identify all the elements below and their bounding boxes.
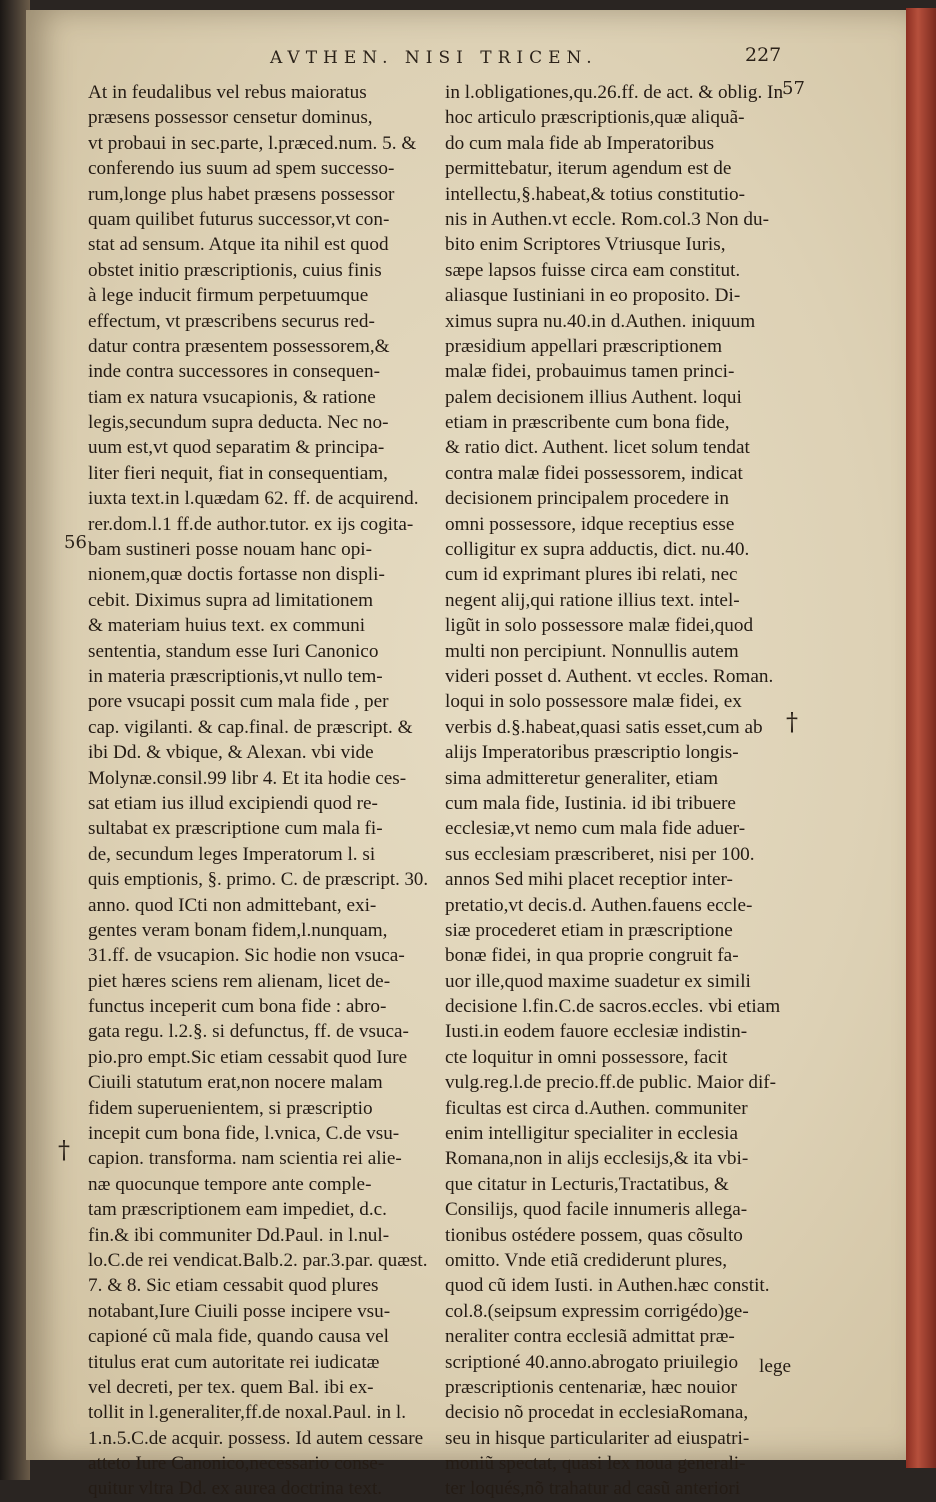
text-line: quitur vltra Dd. ex aurea doctrina text. xyxy=(88,1478,383,1500)
text-line: alijs Imperatoribus præscriptio longis- xyxy=(445,742,739,764)
text-line: tionibus ostédere possem, quas cõsulto xyxy=(445,1224,743,1246)
text-line: effectum, vt præscribens securus red- xyxy=(88,310,375,332)
text-line: ficultas est circa d.Authen. communiter xyxy=(445,1097,748,1119)
text-line: Iusti.in eodem fauore ecclesiæ indistin- xyxy=(445,1021,748,1043)
text-line: næ quocunque tempore ante comple- xyxy=(88,1173,372,1195)
text-line: piet hæres sciens rem alienam, licet de- xyxy=(88,970,391,992)
text-line: pretatio,vt decis.d. Authen.fauens eccle- xyxy=(445,894,753,916)
text-line: que citatur in Lecturis,Tractatibus, & xyxy=(445,1173,729,1195)
text-line: verbis d.§.habeat,quasi satis esset,cum ab xyxy=(445,716,763,738)
text-line: ter loqués,nõ trahatur ad casũ anteriori xyxy=(445,1478,741,1500)
text-line: moniũ spectat, quasi lex noua generali- xyxy=(445,1453,746,1475)
text-line: cebit. Diximus supra ad limitationem xyxy=(88,589,374,611)
text-line: tam præscriptionem eam impediet, d.c. xyxy=(88,1199,387,1221)
text-line: do cum mala fide ab Imperatoribus xyxy=(445,132,715,154)
text-line: cap. vigilanti. & cap.final. de præscript. & xyxy=(88,716,413,738)
text-line: nis in Authen.vt eccle. Rom.col.3 Non du- xyxy=(445,208,770,230)
text-line: incepit cum bona fide, l.vnica, C.de vsu- xyxy=(88,1123,400,1145)
text-line: annos Sed mihi placet receptior inter- xyxy=(445,869,733,891)
text-line: sententia, standum esse Iuri Canonico xyxy=(88,640,379,662)
text-line: tollit in l.generaliter,ff.de noxal.Paul. in l. xyxy=(88,1402,407,1424)
text-line: loqui in solo possessore malæ fidei, ex xyxy=(445,691,742,713)
text-line: enim intelligitur specialiter in ecclesia xyxy=(445,1123,739,1145)
text-line: intellectu,§.habeat,& totius constitutio- xyxy=(445,183,746,205)
text-line: omni possessore, idque receptius esse xyxy=(445,513,735,535)
text-line: capion. transforma. nam scientia rei alie- xyxy=(88,1148,402,1170)
text-line: sus ecclesiam præscriberet, nisi per 100. xyxy=(445,843,755,865)
right-text-column xyxy=(445,80,791,1502)
text-line: 7. & 8. Sic etiam cessabit quod plures xyxy=(88,1275,379,1297)
text-line: sima admitteretur generaliter, etiam xyxy=(445,767,719,789)
margin-note-56: 56 xyxy=(64,532,87,553)
text-line: bam sustineri posse nouam hanc opi- xyxy=(88,539,373,561)
text-line: gata regu. l.2.§. si defunctus, ff. de vsuca- xyxy=(88,1021,409,1043)
text-line: decisio nõ procedat in ecclesiaRomana, xyxy=(445,1402,749,1424)
text-line: conferendo ius suum ad spem successo- xyxy=(88,158,395,180)
text-line: titulus erat cum autoritate rei iudicatæ xyxy=(88,1351,380,1373)
text-line: tiam ex natura vsucapionis, & ratione xyxy=(88,386,376,408)
text-line: ximus supra nu.40.in d.Authen. iniquum xyxy=(445,310,756,332)
text-line: & materiam huius text. ex communi xyxy=(88,615,366,637)
text-line: contra malæ fidei possessorem, indicat xyxy=(445,462,743,484)
text-line: multi non percipiunt. Nonnullis autem xyxy=(445,640,739,662)
text-line: videri posset d. Authent. vt eccles. Roman. xyxy=(445,665,774,687)
text-line: col.8.(seipsum expressim corrigédo)ge- xyxy=(445,1300,749,1322)
catchword: lege xyxy=(759,1356,791,1377)
text-line: cum mala fide, Iustinia. id ibi tribuere xyxy=(445,792,736,814)
text-line: cum id exprimant plures ibi relati, nec xyxy=(445,564,738,586)
text-line: legis,secundum supra deducta. Nec no- xyxy=(88,412,389,434)
text-line: hoc articulo præscriptionis,quæ aliquã- xyxy=(445,107,745,129)
text-line: Ciuili statutum erat,non nocere malam xyxy=(88,1072,383,1094)
text-line: & ratio dict. Authent. licet solum tendat xyxy=(445,437,750,459)
text-line: fidem superuenientem, si præscriptio xyxy=(88,1097,373,1119)
text-line: anno. quod ICti non admittebant, exi- xyxy=(88,894,377,916)
text-line: vulg.reg.l.de precio.ff.de public. Maior dif- xyxy=(445,1072,777,1094)
text-line: omitto. Vnde etiã crediderunt plures, xyxy=(445,1249,728,1271)
running-title: AVTHEN. NISI TRICEN. xyxy=(270,48,598,68)
text-line: functus inceperit cum bona fide : abro- xyxy=(88,996,387,1018)
text-line: 1.n.5.C.de acquir. possess. Id autem cessare xyxy=(88,1427,424,1449)
text-line: rer.dom.l.1 ff.de author.tutor. ex ijs cogita- xyxy=(88,513,414,535)
text-line: sat etiam ius illud excipiendi quod re- xyxy=(88,792,378,814)
text-line: etiam in præscribente cum bona fide, xyxy=(445,412,730,434)
text-line: præsidium appellari præscriptionem xyxy=(445,335,723,357)
text-line: inde contra successores in consequen- xyxy=(88,361,380,383)
text-line: nionem,quæ doctis fortasse non displi- xyxy=(88,564,385,586)
text-line: quod cũ idem Iusti. in Authen.hæc constit. xyxy=(445,1275,770,1297)
margin-note-57: 57 xyxy=(782,78,805,99)
text-line: bito enim Scriptores Vtriusque Iuris, xyxy=(445,234,726,256)
text-line: stat ad sensum. Atque ita nihil est quod xyxy=(88,234,389,256)
text-line: præscriptionis centenariæ, hæc nouior xyxy=(445,1376,738,1398)
text-line: obstet initio præscriptionis, cuius finis xyxy=(88,259,382,281)
text-line: datur contra præsentem possessorem,& xyxy=(88,335,390,357)
text-line: uum est,vt quod separatim & principa- xyxy=(88,437,385,459)
text-line: de, secundum leges Imperatorum l. si xyxy=(88,843,376,865)
text-line: cte loquitur in omni possessore, facit xyxy=(445,1046,728,1068)
text-line: ligũt in solo possessore malæ fidei,quod xyxy=(445,615,754,637)
text-line: Molynæ.consil.99 libr 4. Et ita hodie ces- xyxy=(88,767,407,789)
text-line: fin.& ibi communiter Dd.Paul. in l.nul- xyxy=(88,1224,390,1246)
text-line: rum,longe plus habet præsens possessor xyxy=(88,183,395,205)
text-line: permittebatur, iterum agendum est de xyxy=(445,158,732,180)
text-line: siæ procederet etiam in præscriptione xyxy=(445,919,733,941)
text-line: à lege inducit firmum perpetuumque xyxy=(88,285,369,307)
text-line: atteto Iure Canonico,necessario conse- xyxy=(88,1453,385,1475)
text-line: negent alij,qui ratione illius text. intel- xyxy=(445,589,740,611)
text-line: malæ fidei, probauimus tamen princi- xyxy=(445,361,735,383)
page-edge xyxy=(906,8,936,1468)
text-line: iuxta text.in l.quædam 62. ff. de acquirend. xyxy=(88,488,419,510)
text-line: neraliter contra ecclesiã admittat præ- xyxy=(445,1326,735,1348)
text-line: præsens possessor censetur dominus, xyxy=(88,107,373,129)
text-line: At in feudalibus vel rebus maioratus xyxy=(88,82,367,103)
text-line: sultabat ex præscriptione cum mala fi- xyxy=(88,818,383,840)
margin-dagger-left: † xyxy=(58,1136,70,1164)
text-line: gentes veram bonam fidem,l.nunquam, xyxy=(88,919,388,941)
text-line: palem decisionem illius Authent. loqui xyxy=(445,386,742,408)
text-line: Romana,non in alijs ecclesijs,& ita vbi- xyxy=(445,1148,749,1170)
text-line: pio.pro empt.Sic etiam cessabit quod Iure xyxy=(88,1046,408,1068)
text-line: vt probaui in sec.parte, l.præced.num. 5. & xyxy=(88,132,417,154)
text-line: aliasque Iustiniani in eo proposito. Di- xyxy=(445,285,741,307)
text-line: sæpe lapsos fuisse circa eam constitut. xyxy=(445,259,741,281)
text-line: in materia præscriptionis,vt nullo tem- xyxy=(88,665,383,687)
text-line: notabant,Iure Ciuili posse incipere vsu- xyxy=(88,1300,391,1322)
text-line: quis emptionis, §. primo. C. de præscript. 30. xyxy=(88,869,429,891)
folio-number: 227 xyxy=(745,44,782,66)
text-line: pore vsucapi possit cum mala fide , per xyxy=(88,691,389,713)
margin-dagger-right: † xyxy=(786,708,798,736)
text-line: 31.ff. de vsucapion. Sic hodie non vsuca- xyxy=(88,945,405,967)
text-line: bonæ fidei, in qua proprie congruit fa- xyxy=(445,945,739,967)
text-line: vel decreti, per tex. quem Bal. ibi ex- xyxy=(88,1376,374,1398)
text-line: decisione l.fin.C.de sacros.eccles. vbi etiam xyxy=(445,996,781,1018)
text-line: quam quilibet futurus successor,vt con- xyxy=(88,208,390,230)
text-line: uor ille,quod maxime suadetur ex simili xyxy=(445,970,751,992)
text-line: in l.obligationes,qu.26.ff. de act. & oblig. In xyxy=(445,82,784,103)
text-line: Consilijs, quod facile innumeris allega- xyxy=(445,1199,748,1221)
text-line: ibi Dd. & vbique, & Alexan. vbi vide xyxy=(88,742,374,764)
text-line: decisionem principalem procedere in xyxy=(445,488,729,510)
left-text-column xyxy=(88,80,428,1502)
text-line: lo.C.de rei vendicat.Balb.2. par.3.par. quæst. xyxy=(88,1249,428,1271)
text-line: seu in hisque particulariter ad eiuspatri- xyxy=(445,1427,750,1449)
text-line: liter fieri nequit, fiat in consequentiam, xyxy=(88,462,388,484)
text-line: colligitur ex supra adductis, dict. nu.40. xyxy=(445,539,750,561)
text-line: ecclesiæ,vt nemo cum mala fide aduer- xyxy=(445,818,746,840)
text-line: capioné cũ mala fide, quando causa vel xyxy=(88,1326,390,1348)
text-line: scriptioné 40.anno.abrogato priuilegio xyxy=(445,1351,739,1373)
